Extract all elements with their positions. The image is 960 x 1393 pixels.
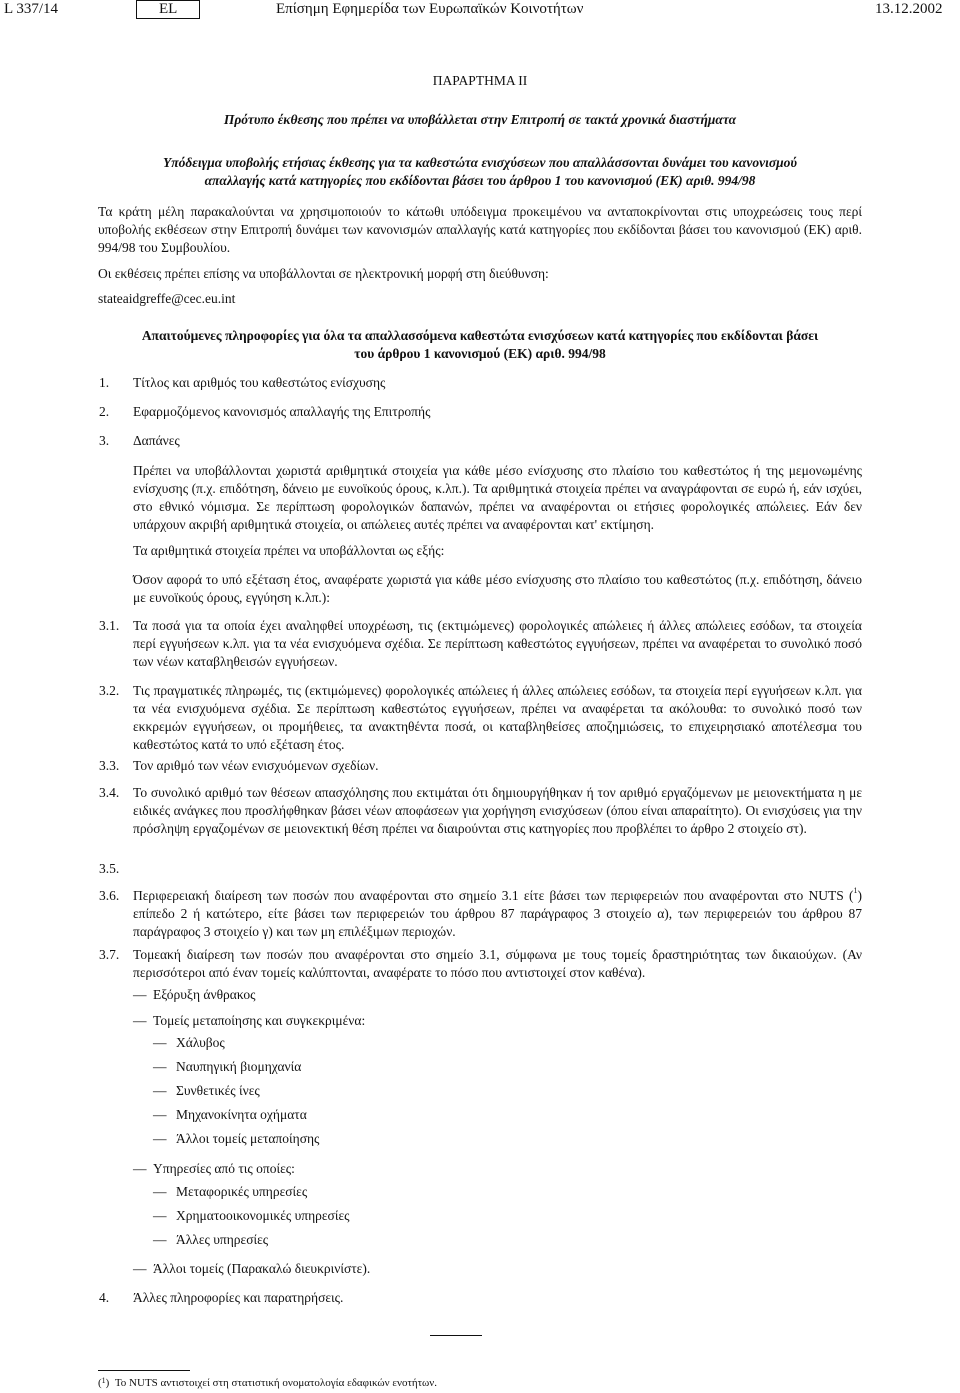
annex-title: ΠΑΡΑΡΤΗΜΑ II — [432, 73, 528, 88]
subitem-3-6-text-before: Περιφερειακή διαίρεση των ποσών που αναφέρονται στο σημείο 3.1 είτε βάσει των περιφερειών που αναφέρονται στο NUTS ( — [133, 888, 854, 903]
page-header — [0, 0, 960, 20]
item-1-text: Τίτλος και αριθμός του καθεστώτος ενίσχυσης — [133, 375, 386, 390]
subitem-3-3-number: 3.3. — [99, 758, 120, 773]
expenses-paragraph-3: Όσον αφορά το υπό εξέταση έτος, αναφέρατε χωριστά για κάθε μέσο ενίσχυσης στο πλαίσιο του καθεστώτος (π.χ. επιδότηση, δάνειο με ευνοϊκούς όρους, εγγύηση κ.λπ.): — [133, 572, 862, 605]
subitem-3-1-text: Τα ποσά για τα οποία έχει αναληφθεί υποχρέωση, τις (εκτιμώμενες) φορολογικές απώλειες ή άλλες απώλειες εσόδων, τα στοιχεία περί εγγυήσεων κ.λπ. για τα νέα ενισχυόμενα σχέδια. Σε περίπτωση καθεστώτος εγγυήσεων, πρέπει να αναφέρεται το συνολικό ποσό των νέων καταβληθεισών εγγυήσεων. — [133, 618, 862, 669]
dash-motor-vehicles: — — [153, 1107, 167, 1122]
item-3-number: 3. — [99, 433, 110, 448]
journal-title: Επίσημη Εφημερίδα των Ευρωπαϊκών Κοινοτήτων — [276, 1, 584, 17]
footnote-text: Το NUTS αντιστοιχεί στη στατιστική ονοματολογία εδαφικών ενοτήτων. — [114, 1377, 438, 1389]
expenses-paragraph-1: Πρέπει να υποβάλλονται χωριστά αριθμητικά στοιχεία για κάθε μέσο ενίσχυσης στο πλαίσιο του καθεστώτος ή της μεμονωμένης ενίσχυσης (π.χ. επιδότηση, δάνειο με ευνοϊκούς όρους, κ.λπ.). Τα αριθμητικά στοιχεία πρέπει να αναγράφονται σε ευρώ ή, εάν ισχύει, στο εθνικό νόμισμα. Σε περίπτωση φορολογικών δαπανών, πρέπει να αναφέρονται οι ετήσιες φορολογικές απώλειες. Εάν δεν υπάρχουν ακριβή αριθμητικά στοιχεία, οι απώλειες αυτές πρέπει να αναφέρονται κατ' εκτίμηση. — [133, 463, 862, 532]
sector-steel: Χάλυβος — [176, 1035, 225, 1050]
subitem-3-6-text-after: ) επίπεδο 2 ή κατώτερο, είτε βάσει των περιφερειών του άρθρου 87 παράγραφος 3 στοιχείο α), των περιφερειών του άρθρου 87 παράγραφος 3 στοιχείο γ) και των μη επιλέξιμων περιοχών. — [133, 888, 862, 939]
dash-transport: — — [153, 1184, 167, 1199]
dash-other-manufacturing: — — [153, 1131, 167, 1146]
footnote-mark: 1 — [101, 1376, 106, 1385]
dash-other-services: — — [153, 1232, 167, 1247]
publication-date: 13.12.2002 — [875, 1, 943, 17]
dash-other-sectors: — — [133, 1261, 147, 1276]
subitem-3-7-number: 3.7. — [99, 947, 120, 962]
sector-services: Υπηρεσίες από τις οποίες: — [153, 1161, 295, 1176]
item-2-text: Εφαρμοζόμενος κανονισμός απαλλαγής της Επιτροπής — [133, 404, 431, 419]
dash-shipbuilding: — — [153, 1059, 167, 1074]
subitem-3-5-number: 3.5. — [99, 861, 120, 876]
footnote-separator — [98, 1370, 190, 1371]
dash-services: — — [133, 1161, 147, 1176]
item-2-number: 2. — [99, 404, 110, 419]
annex-subtitle: Πρότυπο έκθεσης που πρέπει να υποβάλλεται στην Επιτροπή σε τακτά χρονικά διαστήματα — [223, 112, 737, 127]
sector-other-services: Άλλες υπηρεσίες — [176, 1232, 269, 1247]
subitem-3-2-text: Τις πραγματικές πληρωμές, τις (εκτιμώμενες) φορολογικές απώλειες ή άλλες απώλειες εσόδων, τα στοιχεία περί εγγυήσεων κ.λπ. για τα νέα ενισχυόμενα σχέδια. Σε περίπτωση καθεστώτος εγγυήσεων, πρέπει να αναφέρεται τα ακόλουθα: το συνολικό ποσό των εκκρεμών εγγυήσεων, οι προμήθειες, τα ανακτηθέντα ποσά, οι καταβληθείσες αποζημιώσεις, το επιχειρησιακό αποτέλεσμα του καθεστώτος κατά το υπό εξέταση έτος. — [133, 683, 862, 752]
item-4-number: 4. — [99, 1290, 110, 1305]
template-heading-line-1: Υπόδειγμα υποβολής ετήσιας έκθεσης για τα καθεστώτα ενισχύσεων που απαλλάσσονται δυνάμει του κανονισμού — [163, 155, 797, 170]
sector-financial-services: Χρηματοοικονομικές υπηρεσίες — [176, 1208, 350, 1223]
footnote-reference-mark: 1 — [853, 886, 858, 895]
sector-coal: Εξόρυξη άνθρακος — [153, 987, 256, 1002]
item-4-text: Άλλες πληροφορίες και παρατηρήσεις. — [133, 1290, 344, 1305]
electronic-submission-note: Οι εκθέσεις πρέπει επίσης να υποβάλλονται σε ηλεκτρονική μορφή στη διεύθυνση: — [98, 266, 549, 281]
dash-coal: — — [133, 987, 147, 1002]
subitem-3-7-text: Τομεακή διαίρεση των ποσών που αναφέρονται στο σημείο 3.1, σύμφωνα με τους τομείς δραστηριότητας των δικαιούχων. (Αν περισσότεροι από έναν τομείς καλύπτονται, αναφέρατε το πόσο που αντιστοιχεί στον καθένα). — [133, 947, 862, 980]
sector-motor-vehicles: Μηχανοκίνητα οχήματα — [176, 1107, 307, 1122]
sector-synthetic-fibres: Συνθετικές ίνες — [176, 1083, 260, 1098]
subitem-3-1-number: 3.1. — [99, 618, 120, 633]
subitem-3-6-text — [133, 887, 862, 941]
intro-paragraph: Τα κράτη μέλη παρακαλούνται να χρησιμοποιούν το κάτωθι υπόδειγμα προκειμένου να ανταποκρίνονται στις υποχρεώσεις τους περί υποβολής εκθέσεων στην Επιτροπή δυνάμει των κανονισμών απαλλαγής κατά κατηγορίες που εκδίδονται βάσει του κανονισμού (ΕΚ) αριθ. 994/98 του Συμβουλίου. — [98, 204, 862, 255]
sector-manufacturing: Τομείς μεταποίησης και συγκεκριμένα: — [153, 1013, 366, 1028]
template-heading-line-2: απαλλαγής κατά κατηγορίες που εκδίδονται βάσει του άρθρου 1 του κανονισμού (ΕΚ) αριθ. 994/98 — [204, 173, 756, 188]
subitem-3-4-text: Το συνολικό αριθμό των θέσεων απασχόλησης που εκτιμάται ότι δημιουργήθηκαν ή τον αριθμό εργαζόμενων με μειονεκτήματα η με ειδικές ανάγκες που προσλήφθηκαν βάσει νέων αποφάσεων για χορήγηση ενισχύσεων (όπου είναι απαραίτητο). Οι ενισχύσεις για την πρόσληψη εργαζομένων σε μειονεκτική θέση πρέπει να διαιρούνται στις κατηγορίες που προβλέπει το άρθρο 2 στοιχείο στ). — [133, 785, 862, 836]
sector-shipbuilding: Ναυπηγική βιομηχανία — [176, 1059, 302, 1074]
subitem-3-2-number: 3.2. — [99, 683, 120, 698]
required-info-heading-line-2: του άρθρου 1 κανονισμού (ΕΚ) αριθ. 994/98 — [354, 346, 606, 361]
subitem-3-4-number: 3.4. — [99, 785, 120, 800]
language-code: EL — [136, 0, 200, 19]
footnote: ($^1$) Το NUTS αντιστοιχεί στη στατιστική ονοματολογία εδαφικών ενοτήτων. — [98, 1376, 438, 1389]
dash-steel: — — [153, 1035, 167, 1050]
subitem-3-6-number: 3.6. — [99, 888, 120, 903]
sector-transport-services: Μεταφορικές υπηρεσίες — [176, 1184, 308, 1199]
item-3-text: Δαπάνες — [133, 433, 180, 448]
required-info-heading-line-1: Απαιτούμενες πληροφορίες για όλα τα απαλλασσόμενα καθεστώτα ενισχύσεων κατά κατηγορίες που εκδίδονται βάσει — [141, 328, 819, 343]
end-of-annex-rule — [430, 1335, 482, 1336]
submission-email: stateaidgreffe@cec.eu.int — [98, 291, 236, 306]
item-1-number: 1. — [99, 375, 110, 390]
dash-financial: — — [153, 1208, 167, 1223]
subitem-3-3-text: Τον αριθμό των νέων ενισχυόμενων σχεδίων. — [133, 758, 379, 773]
dash-manufacturing: — — [133, 1013, 147, 1028]
expenses-paragraph-2: Τα αριθμητικά στοιχεία πρέπει να υποβάλλονται ως εξής: — [133, 543, 445, 558]
sector-other-manufacturing: Άλλοι τομείς μεταποίησης — [176, 1131, 320, 1146]
sector-other: Άλλοι τομείς (Παρακαλώ διευκρινίστε). — [153, 1261, 371, 1276]
page-reference: L 337/14 — [4, 1, 59, 17]
dash-synthetic-fibres: — — [153, 1083, 167, 1098]
